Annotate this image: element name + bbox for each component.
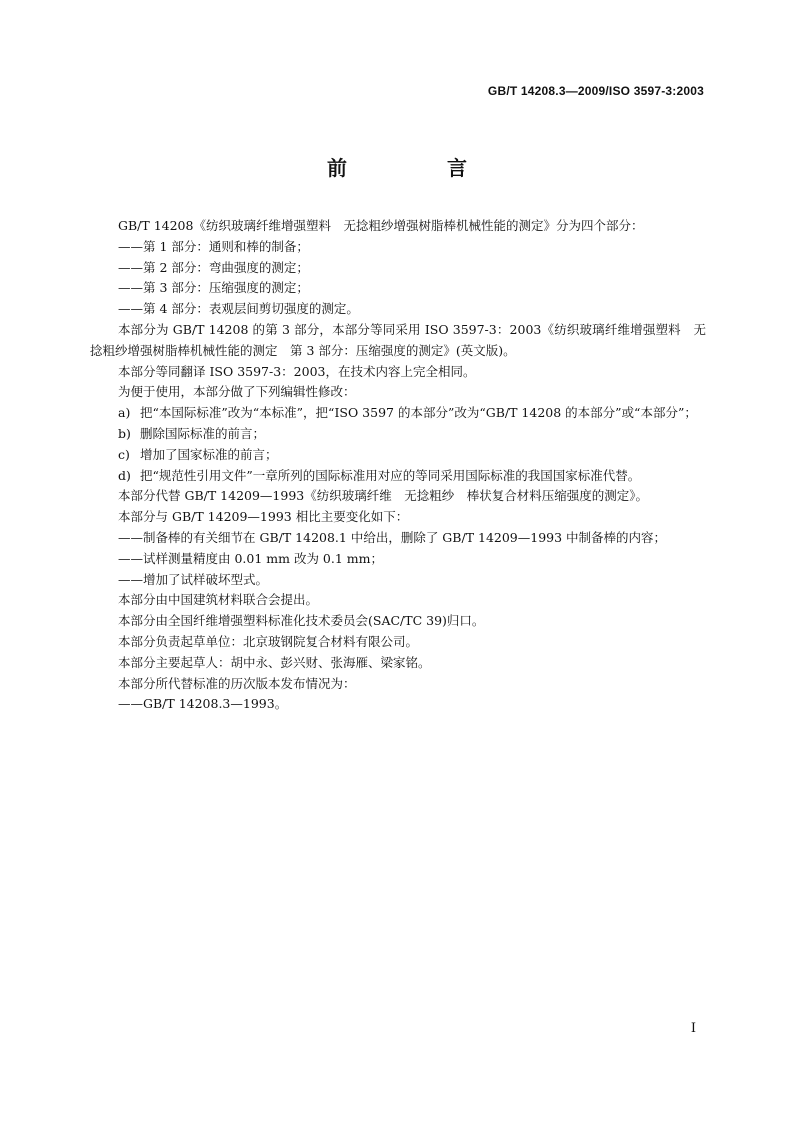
page-number: I [690, 1021, 696, 1036]
replacement-paragraph: 本部分代替 GB/T 14209—1993《纺织玻璃纤维 无捻粗纱 棒状复合材料压缩强度的测定》。 [118, 488, 648, 504]
item-text: 增加了国家标准的前言； [140, 446, 278, 462]
intro-paragraph: GB/T 14208《纺织玻璃纤维增强塑料 无捻粗纱增强树脂棒机械性能的测定》分为四个部分： [118, 218, 644, 233]
item-text: 把“本国际标准”改为“本标准”，把“ISO 3597 的本部分”改为“GB/T 14208 的本部分”或“本部分”； [140, 405, 697, 421]
part-list-item: ——第 4 部分：表观层间剪切强度的测定。 [118, 301, 359, 317]
editorial-changes-heading: 为便于使用，本部分做了下列编辑性修改： [118, 384, 356, 400]
part-list-item: ——第 3 部分：压缩强度的测定； [118, 280, 309, 296]
translation-paragraph: 本部分等同翻译 ISO 3597-3：2003，在技术内容上完全相同。 [118, 363, 476, 379]
change-list-item: ——增加了试样破坏型式。 [118, 571, 269, 587]
editorial-change-item [90, 403, 706, 424]
editorial-change-item [90, 445, 706, 466]
history-heading: 本部分所代替标准的历次版本发布情况为： [118, 675, 356, 691]
part-list-item: ——第 2 部分：弯曲强度的测定； [118, 259, 309, 275]
editorial-change-item [90, 466, 706, 487]
adoption-paragraph: 本部分为 GB/T 14208 的第 3 部分，本部分等同采用 ISO 3597-3：2003《纺织玻璃纤维增强塑料 无捻粗纱增强树脂棒机械性能的测定 第 3 部分：压缩强度的测定》(英文版)。 [90, 321, 706, 358]
item-marker: c) [118, 446, 130, 462]
editorial-change-item [90, 424, 706, 445]
item-text: 把“规范性引用文件”一章所列的国际标准用对应的等同采用国际标准的我国国家标准代替。 [140, 467, 641, 483]
item-marker: b) [118, 425, 131, 441]
part-list-item: ——第 1 部分：通则和棒的制备； [118, 238, 309, 254]
drafting-unit-paragraph: 本部分负责起草单位：北京玻钢院复合材料有限公司。 [118, 633, 419, 649]
item-marker: d) [118, 467, 131, 483]
changes-heading: 本部分与 GB/T 14209—1993 相比主要变化如下： [118, 509, 409, 525]
proposer-paragraph: 本部分由中国建筑材料联合会提出。 [118, 592, 319, 608]
item-text: 删除国际标准的前言； [140, 425, 266, 441]
item-marker: a) [118, 405, 131, 421]
drafters-paragraph: 本部分主要起草人：胡中永、彭兴财、张海雁、梁家铭。 [118, 654, 431, 670]
standard-number-header: GB/T 14208.3—2009/ISO 3597-3:2003 [487, 84, 704, 98]
foreword-body [90, 216, 706, 715]
history-list-item: ——GB/T 14208.3—1993。 [118, 696, 288, 712]
change-list-item: ——制备棒的有关细节在 GB/T 14208.1 中给出，删除了 GB/T 14209—1993 中制备棒的内容； [118, 529, 667, 545]
change-list-item: ——试样测量精度由 0.01 mm 改为 0.1 mm； [118, 550, 383, 566]
committee-paragraph: 本部分由全国纤维增强塑料标准化技术委员会(SAC/TC 39)归口。 [118, 613, 485, 629]
page-title: 前 言 [327, 156, 507, 180]
